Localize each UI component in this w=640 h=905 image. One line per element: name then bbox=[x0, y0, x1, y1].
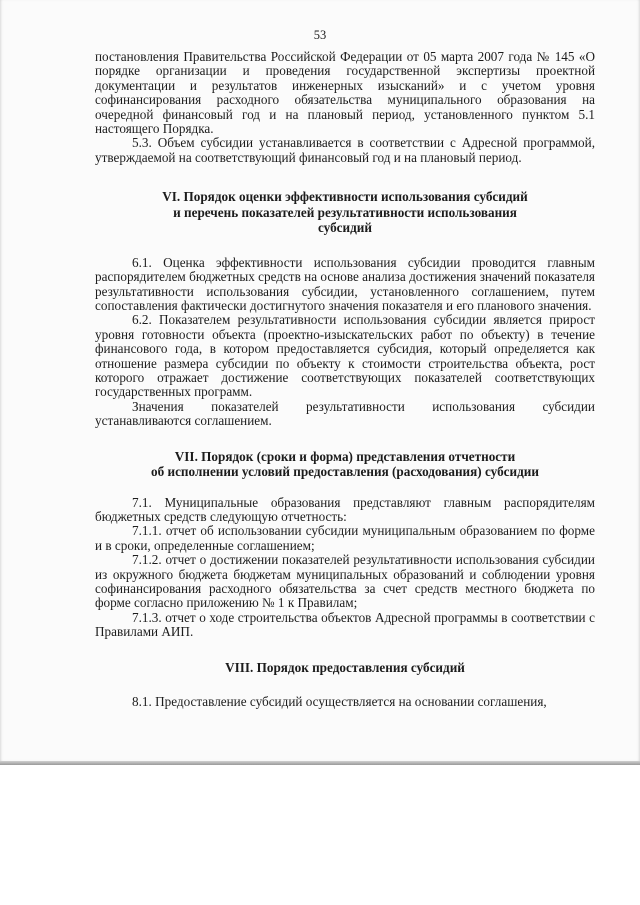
paragraph-7-1: 7.1. Муниципальные образования представляют главным распорядителям бюджетных средств следующую отчетность: bbox=[95, 494, 595, 525]
section-8-heading: VIII. Порядок предоставления субсидий bbox=[225, 659, 465, 675]
paragraph-5-3: 5.3. Объем субсидии устанавливается в соответствии с Адресной программой, утверждаемой на соответствующий финансовый год и на плановый период. bbox=[95, 135, 595, 165]
paragraph-7-1-3: 7.1.3. отчет о ходе строительства объектов Адресной программы в соответствии с Правилами АИП. bbox=[95, 609, 595, 640]
paragraph-6-2: 6.2. Показателем результативности использования субсидии является прирост уровня готовности объекта (проектно-изыскательских работ по объекту) в течение финансового года, в котором предоставляется субсидия, который определяется как отношение размера субсидии по объекту к стоимости строительства объекта, рост которого отражает достижение соответствующих показателей соответствующих государственных программ. bbox=[95, 312, 595, 400]
section-7-heading-line-2: об исполнении условий предоставления (расходования) субсидии bbox=[151, 464, 539, 480]
paragraph-continuation: постановления Правительства Российской Федерации от 05 марта 2007 года № 145 «О порядке организации и проведения государственной экспертизы проектной документации и результатов инженерных изысканий» и с учетом уровня софинансирования расходного обязательства муниципального образования на очередной финансовый год и на плановый период, установленного пунктом 5.1 настоящего Порядка. bbox=[95, 49, 595, 137]
section-6-heading-line-3: субсидий bbox=[317, 220, 372, 236]
document-body bbox=[95, 50, 595, 710]
paragraph-6-1: 6.1. Оценка эффективности использования субсидии проводится главным распорядителем бюджетных средств на основе анализа достижения значений показателя результативности использования субсидии, установленного соглашением, путем сопоставления фактически достигнутого значения показателя и его планового значения. bbox=[95, 254, 595, 313]
paragraph-7-1-2: 7.1.2. отчет о достижении показателей результативности использования субсидии из окружного бюджета бюджетам муниципальных образований и соблюдении уровня софинансирования расходного обязательства за счет средств местного бюджета по форме согласно приложению № 1 к Правилам; bbox=[95, 552, 595, 611]
section-7-heading-line-1: VII. Порядок (сроки и форма) представления отчетности bbox=[174, 448, 516, 464]
paragraph-6-2-values: Значения показателей результативности использования субсидии устанавливаются соглашением. bbox=[95, 398, 595, 429]
section-6-heading-line-2: и перечень показателей результативности использования bbox=[173, 204, 517, 220]
paragraph-7-1-1: 7.1.1. отчет об использовании субсидии муниципальным образованием по форме и в сроки, определенные соглашением; bbox=[95, 523, 595, 553]
paragraph-8-1: 8.1. Предоставление субсидий осуществляется на основании соглашения, bbox=[132, 694, 547, 710]
page-number: 53 bbox=[313, 28, 327, 42]
section-6-heading-line-1: VI. Порядок оценки эффективности использования субсидий bbox=[162, 189, 528, 205]
